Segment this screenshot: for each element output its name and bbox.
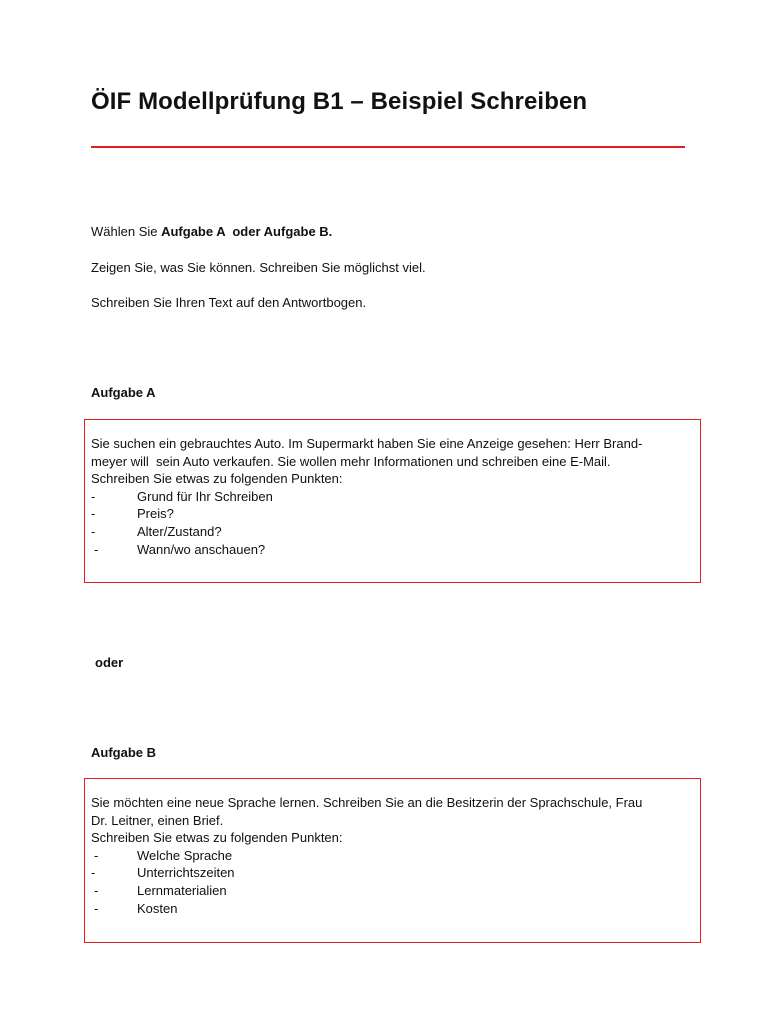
task-a-line-2: meyer will sein Auto verkaufen. Sie wollen mehr Informationen und schreiben eine E-Mail.: [91, 453, 611, 469]
task-b-point-text: Welche Sprache: [137, 847, 233, 863]
task-a-heading: Aufgabe A: [91, 385, 156, 400]
intro-line-answer-sheet: Schreiben Sie Ihren Text auf den Antwortbogen.: [91, 295, 367, 310]
bullet-dash: -: [91, 506, 96, 522]
task-b-point: [91, 900, 694, 918]
intro-choose-a: Aufgabe A: [161, 224, 226, 239]
task-a-point-text: Wann/wo anschauen?: [137, 541, 266, 557]
task-b-line-2: Dr. Leitner, einen Brief.: [91, 812, 224, 828]
bullet-dash: -: [94, 900, 99, 916]
intro-choose-b: Aufgabe B.: [263, 224, 333, 239]
task-b-line-3: Schreiben Sie etwas zu folgenden Punkten:: [91, 830, 343, 846]
task-b-point-text: Lernmaterialien: [137, 882, 227, 898]
task-b-line-1: Sie möchten eine neue Sprache lernen. Schreiben Sie an die Besitzerin der Sprachschule, Frau: [91, 795, 643, 810]
page-title: ÖIF Modellprüfung B1 – Beispiel Schreiben: [91, 88, 588, 115]
task-b-heading: Aufgabe B: [91, 745, 156, 760]
bullet-dash: -: [94, 541, 99, 557]
task-a-point-text: Alter/Zustand?: [137, 523, 222, 539]
task-b-point: [91, 882, 694, 900]
task-a-point: [91, 541, 694, 559]
task-a-line-1: Sie suchen ein gebrauchtes Auto. Im Supermarkt haben Sie eine Anzeige gesehen: Herr Brand-: [91, 436, 643, 451]
task-b-point-text: Kosten: [137, 900, 178, 916]
intro-choose-prefix: Wählen Sie: [91, 224, 162, 239]
bullet-dash: -: [91, 865, 96, 881]
bullet-dash: -: [91, 488, 96, 504]
task-a-line-3: Schreiben Sie etwas zu folgenden Punkten:: [91, 471, 343, 487]
task-b-point: [91, 864, 694, 882]
task-b-point-text: Unterrichtszeiten: [137, 865, 235, 881]
title-underline: [91, 146, 685, 148]
task-a-point: [91, 523, 694, 541]
task-a-point: [91, 505, 694, 523]
bullet-dash: -: [94, 847, 99, 863]
task-a-box: [84, 419, 701, 583]
oder-label: oder: [95, 655, 124, 670]
task-a-point-text: Grund für Ihr Schreiben: [137, 488, 273, 504]
task-b-point: [91, 847, 694, 865]
intro-line-show: Zeigen Sie, was Sie können. Schreiben Sie möglichst viel.: [91, 260, 426, 275]
task-b-box: [84, 778, 701, 943]
task-a-point-text: Preis?: [137, 506, 174, 522]
task-a-point: [91, 488, 694, 506]
bullet-dash: -: [91, 523, 96, 539]
bullet-dash: -: [94, 882, 99, 898]
intro-line-choose: [91, 224, 332, 239]
intro-choose-or: oder: [225, 224, 264, 239]
